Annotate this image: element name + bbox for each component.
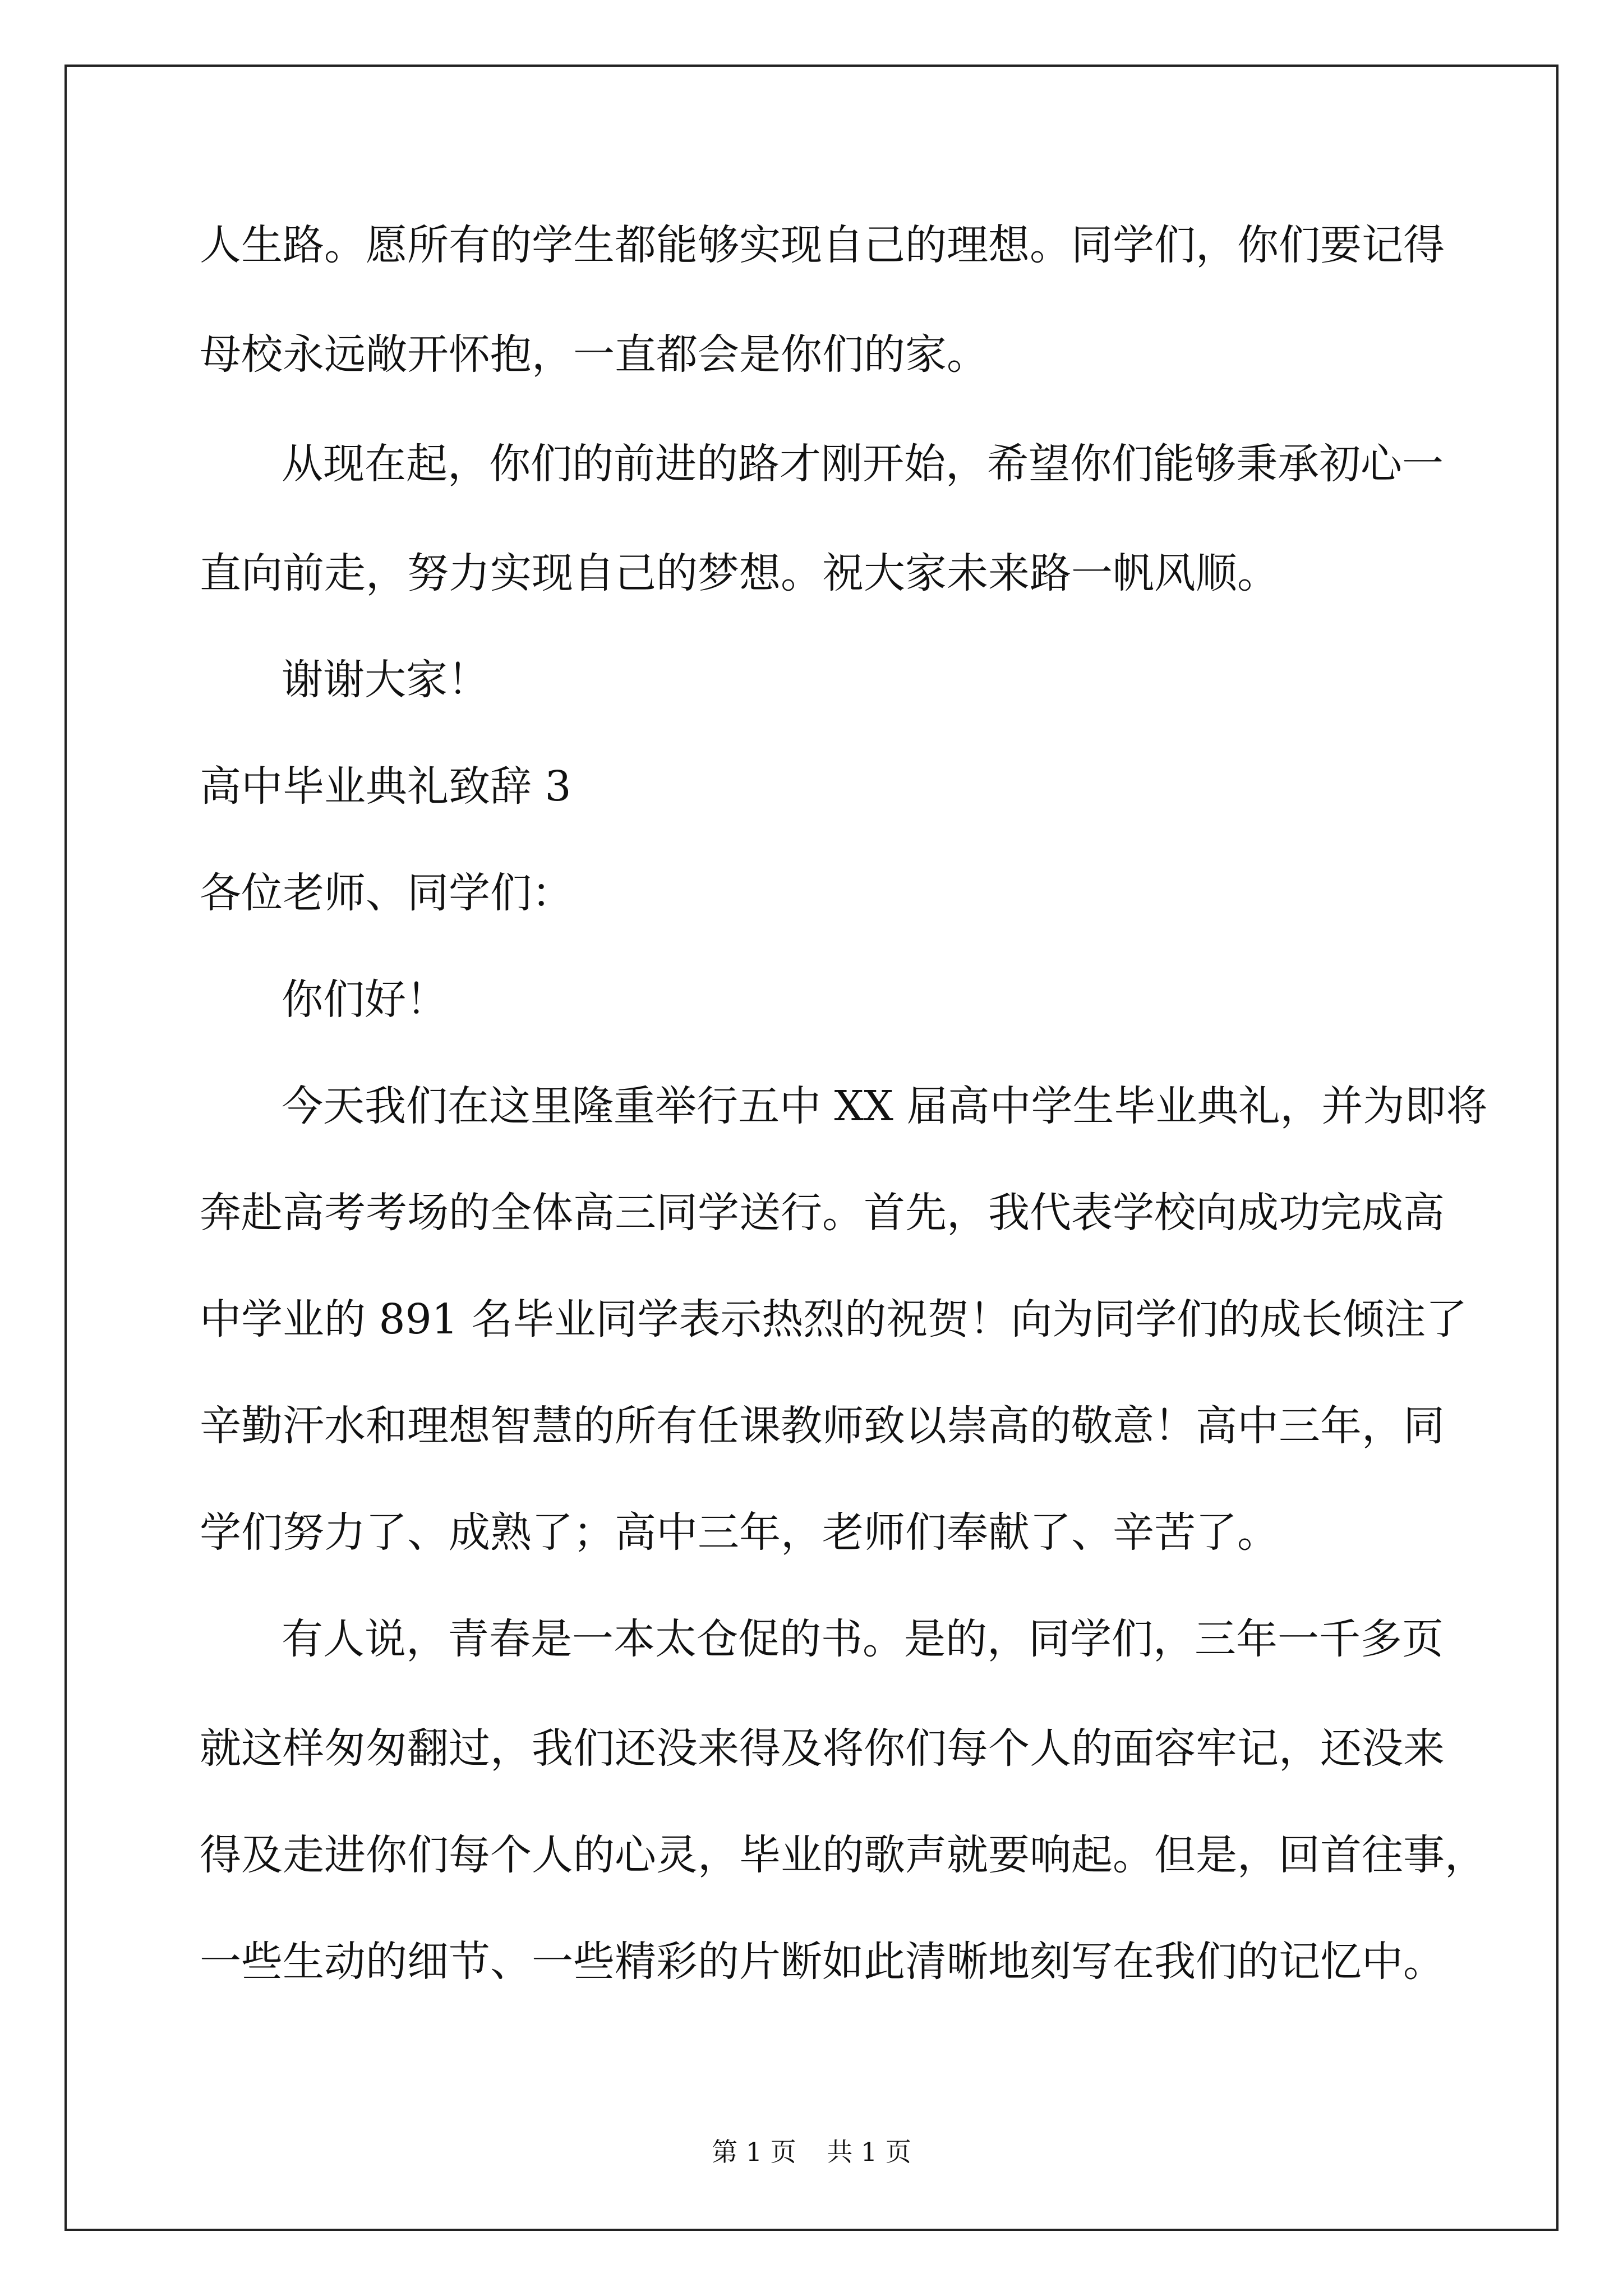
body-line: 奔赴高考考场的全体高三同学送行。首先，我代表学校向成功完成高 (200, 1189, 1445, 1237)
body-line: 学们努力了、成熟了；高中三年，老师们奉献了、辛苦了。 (200, 1508, 1279, 1557)
body-line: 人生路。愿所有的学生都能够实现自己的理想。同学们，你们要记得 (200, 221, 1445, 269)
paragraph-start: 从现在起，你们的前进的路才刚开始，希望你们能够秉承初心一 (282, 440, 1444, 488)
paragraph-start: 今天我们在这里隆重举行五中 XX 届高中学生毕业典礼，并为即将 (282, 1082, 1488, 1130)
body-line: 母校永远敞开怀抱，一直都会是你们的家。 (200, 330, 988, 379)
greeting: 你们好！ (282, 976, 448, 1024)
closing-thanks: 谢谢大家！ (282, 656, 489, 704)
body-line: 得及走进你们每个人的心灵，毕业的歌声就要响起。但是，回首往事， (200, 1831, 1486, 1879)
body-line: 辛勤汗水和理想智慧的所有任课教师致以崇高的敬意！高中三年，同 (200, 1402, 1445, 1450)
salutation: 各位老师、同学们： (200, 869, 573, 917)
section-heading: 高中毕业典礼致辞 3 (200, 762, 571, 811)
body-line: 就这样匆匆翻过，我们还没来得及将你们每个人的面容牢记，还没来 (200, 1724, 1445, 1773)
page-border (64, 65, 1559, 2231)
page-footer (0, 2132, 1623, 2169)
page-total: 共 1 页 (827, 2137, 911, 2167)
paragraph-start: 有人说，青春是一本太仓促的书。是的，同学们，三年一千多页 (282, 1615, 1444, 1663)
page-number: 第 1 页 (712, 2137, 796, 2167)
body-line: 直向前走，努力实现自己的梦想。祝大家未来路一帆风顺。 (200, 549, 1279, 597)
body-line: 一些生动的细节、一些精彩的片断如此清晰地刻写在我们的记忆中。 (200, 1938, 1445, 1986)
body-line: 中学业的 891 名毕业同学表示热烈的祝贺！向为同学们的成长倾注了 (200, 1295, 1468, 1343)
